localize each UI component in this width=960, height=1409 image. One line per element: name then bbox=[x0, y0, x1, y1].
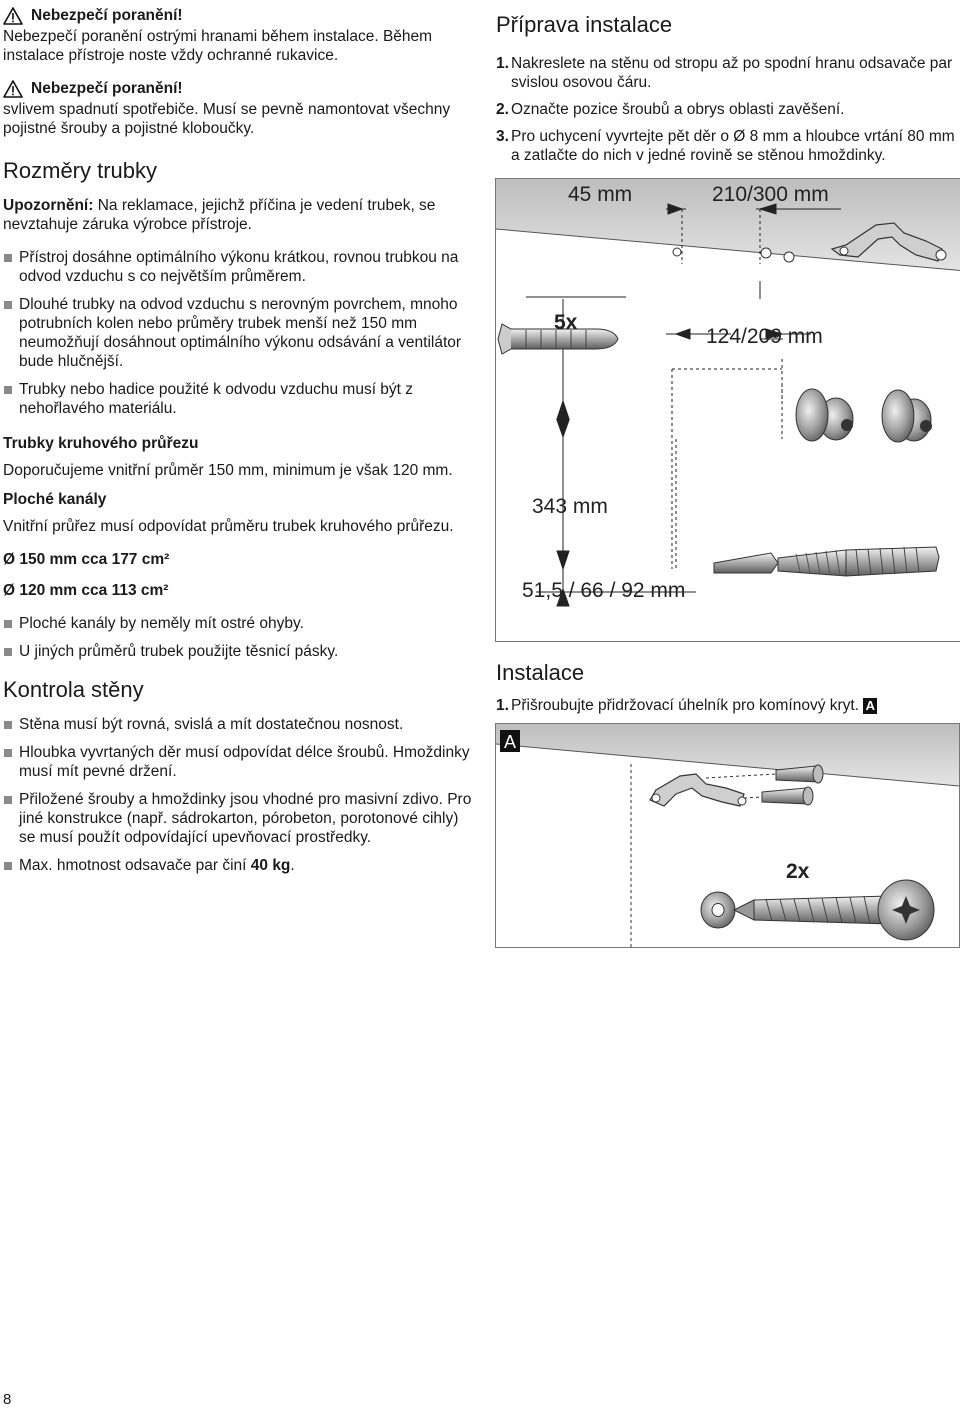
note-label: Upozornění: bbox=[3, 197, 94, 214]
warning-title: Nebezpečí poranění! bbox=[31, 80, 183, 97]
step-text: Přišroubujte přidržovací úhelník pro komínový kryt. bbox=[511, 697, 860, 714]
weight-prefix: Max. hmotnost odsavače par činí bbox=[19, 857, 251, 874]
step-number: 1. bbox=[496, 55, 509, 72]
numbered-step bbox=[496, 127, 958, 165]
warning-block bbox=[3, 79, 473, 138]
warning-heading bbox=[3, 6, 473, 25]
bullet-item: U jiných průměrů trubek použijte těsnicí pásky. bbox=[3, 642, 473, 661]
step-number: 3. bbox=[496, 128, 509, 145]
bullet-item: Stěna musí být rovná, svislá a mít dostatečnou nosnost. bbox=[3, 715, 473, 734]
flat-ducts-text: Vnitřní průřez musí odpovídat průměru trubek kruhového průřezu. bbox=[3, 518, 454, 535]
section-heading-wall: Kontrola stěny bbox=[3, 677, 144, 702]
size-line: Ø 120 mm cca 113 cm² bbox=[3, 582, 169, 599]
weight-suffix: . bbox=[290, 857, 295, 874]
subheading-flat-ducts: Ploché kanály bbox=[3, 491, 107, 508]
note-text: Na reklamace, jejichž příčina je vedení trubek, se nevztahuje záruka výrobce přístroje. bbox=[3, 197, 436, 233]
step-number: 2. bbox=[496, 101, 509, 118]
warning-block bbox=[3, 6, 473, 65]
page-number: 8 bbox=[3, 1391, 12, 1408]
warning-text: svlivem spadnutí spotřebiče. Musí se pevně namontovat všechny pojistné šrouby a pojistné kloboučky. bbox=[3, 101, 451, 137]
dim-45mm: 45 mm bbox=[568, 183, 633, 206]
bullet-item: Ploché kanály by neměly mít ostré ohyby. bbox=[3, 614, 473, 633]
left-column bbox=[3, 6, 473, 884]
section-heading-prep: Příprava instalace bbox=[496, 12, 673, 37]
warning-triangle-icon bbox=[3, 7, 23, 25]
warning-title: Nebezpečí poranění! bbox=[31, 7, 183, 24]
numbered-step bbox=[496, 54, 958, 92]
dim-343mm: 343 mm bbox=[532, 495, 608, 518]
bullet-item: Přiložené šrouby a hmoždinky jsou vhodné pro masivní zdivo. Pro jiné konstrukce (např. sádrokarton, pórobeton, porotonové cihly) se musí použít odpovídající upevňovací prostředky. bbox=[3, 790, 473, 847]
drilling-diagram bbox=[495, 178, 960, 642]
warning-heading bbox=[3, 79, 473, 98]
round-pipes-text: Doporučujeme vnitřní průměr 150 mm, minimum je však 120 mm. bbox=[3, 462, 453, 479]
mounting-screw bbox=[744, 787, 813, 805]
bullet-item: Přístroj dosáhne optimálního výkonu krátkou, rovnou trubkou na odvod vzduchu s co největším průměrem. bbox=[3, 248, 473, 286]
quantity-2x: 2x bbox=[786, 860, 810, 883]
dim-210-300mm: 210/300 mm bbox=[712, 183, 829, 206]
note-paragraph bbox=[3, 196, 473, 234]
right-column bbox=[496, 6, 958, 948]
wall-plug bbox=[796, 389, 853, 441]
dimension-lines bbox=[526, 204, 841, 606]
drilling-diagram-drawing bbox=[496, 179, 960, 641]
section-heading-install: Instalace bbox=[496, 660, 585, 685]
washer bbox=[701, 892, 735, 928]
step-number: 1. bbox=[496, 697, 509, 714]
step-text: Pro uchycení vyvrtejte pět děr o Ø 8 mm a hloubce vrtání 80 mm a zatlačte do nich v jedné rovině se stěnou hmoždinky. bbox=[511, 128, 955, 164]
bracket-diagram-drawing bbox=[496, 724, 959, 947]
size-line: Ø 150 mm cca 177 cm² bbox=[3, 551, 170, 568]
wall-plug bbox=[882, 390, 932, 442]
bullet-item: Dlouhé trubky na odvod vzduchu s nerovným povrchem, mnoho potrubních kolen nebo průměry trubek menší než 150 mm neumožňují dosáhnout optimálního výkonu odsávání a ventilátor bude hlučnější. bbox=[3, 295, 473, 371]
bullet-item-weight bbox=[3, 856, 473, 875]
quantity-5x: 5x bbox=[554, 311, 578, 334]
warning-text: Nebezpečí poranění ostrými hranami během instalace. Během instalace přístroje noste vždy ochranné rukavice. bbox=[3, 28, 433, 64]
dim-124-209mm: 124/209 mm bbox=[706, 325, 823, 348]
hanging-bracket bbox=[650, 774, 746, 806]
numbered-step bbox=[496, 100, 958, 119]
step-text: Nakreslete na stěnu od stropu až po spodní hranu odsavače par svislou osovou čáru. bbox=[511, 55, 953, 91]
numbered-step bbox=[496, 696, 958, 715]
bracket-diagram bbox=[495, 723, 960, 948]
bullet-item: Hloubka vyvrtaných děr musí odpovídat délce šroubů. Hmoždinky musí mít pevné držení. bbox=[3, 743, 473, 781]
figure-badge: A bbox=[503, 732, 517, 752]
section-heading-pipes: Rozměry trubky bbox=[3, 158, 158, 183]
step-text: Označte pozice šroubů a obrys oblasti zavěšení. bbox=[511, 101, 845, 118]
ceiling-shape bbox=[496, 724, 959, 786]
dim-51-66-92mm: 51,5 / 66 / 92 mm bbox=[522, 579, 686, 602]
figure-ref-badge: A bbox=[863, 698, 877, 714]
step-text-with-badge bbox=[511, 696, 877, 715]
torx-screw bbox=[734, 880, 934, 940]
bullet-item: Trubky nebo hadice použité k odvodu vzduchu musí být z nehořlavého materiálu. bbox=[3, 380, 473, 418]
warning-triangle-icon bbox=[3, 80, 23, 98]
subheading-round-pipes: Trubky kruhového průřezu bbox=[3, 435, 199, 452]
screw-and-dowel bbox=[714, 547, 939, 576]
weight-value: 40 kg bbox=[250, 857, 291, 874]
